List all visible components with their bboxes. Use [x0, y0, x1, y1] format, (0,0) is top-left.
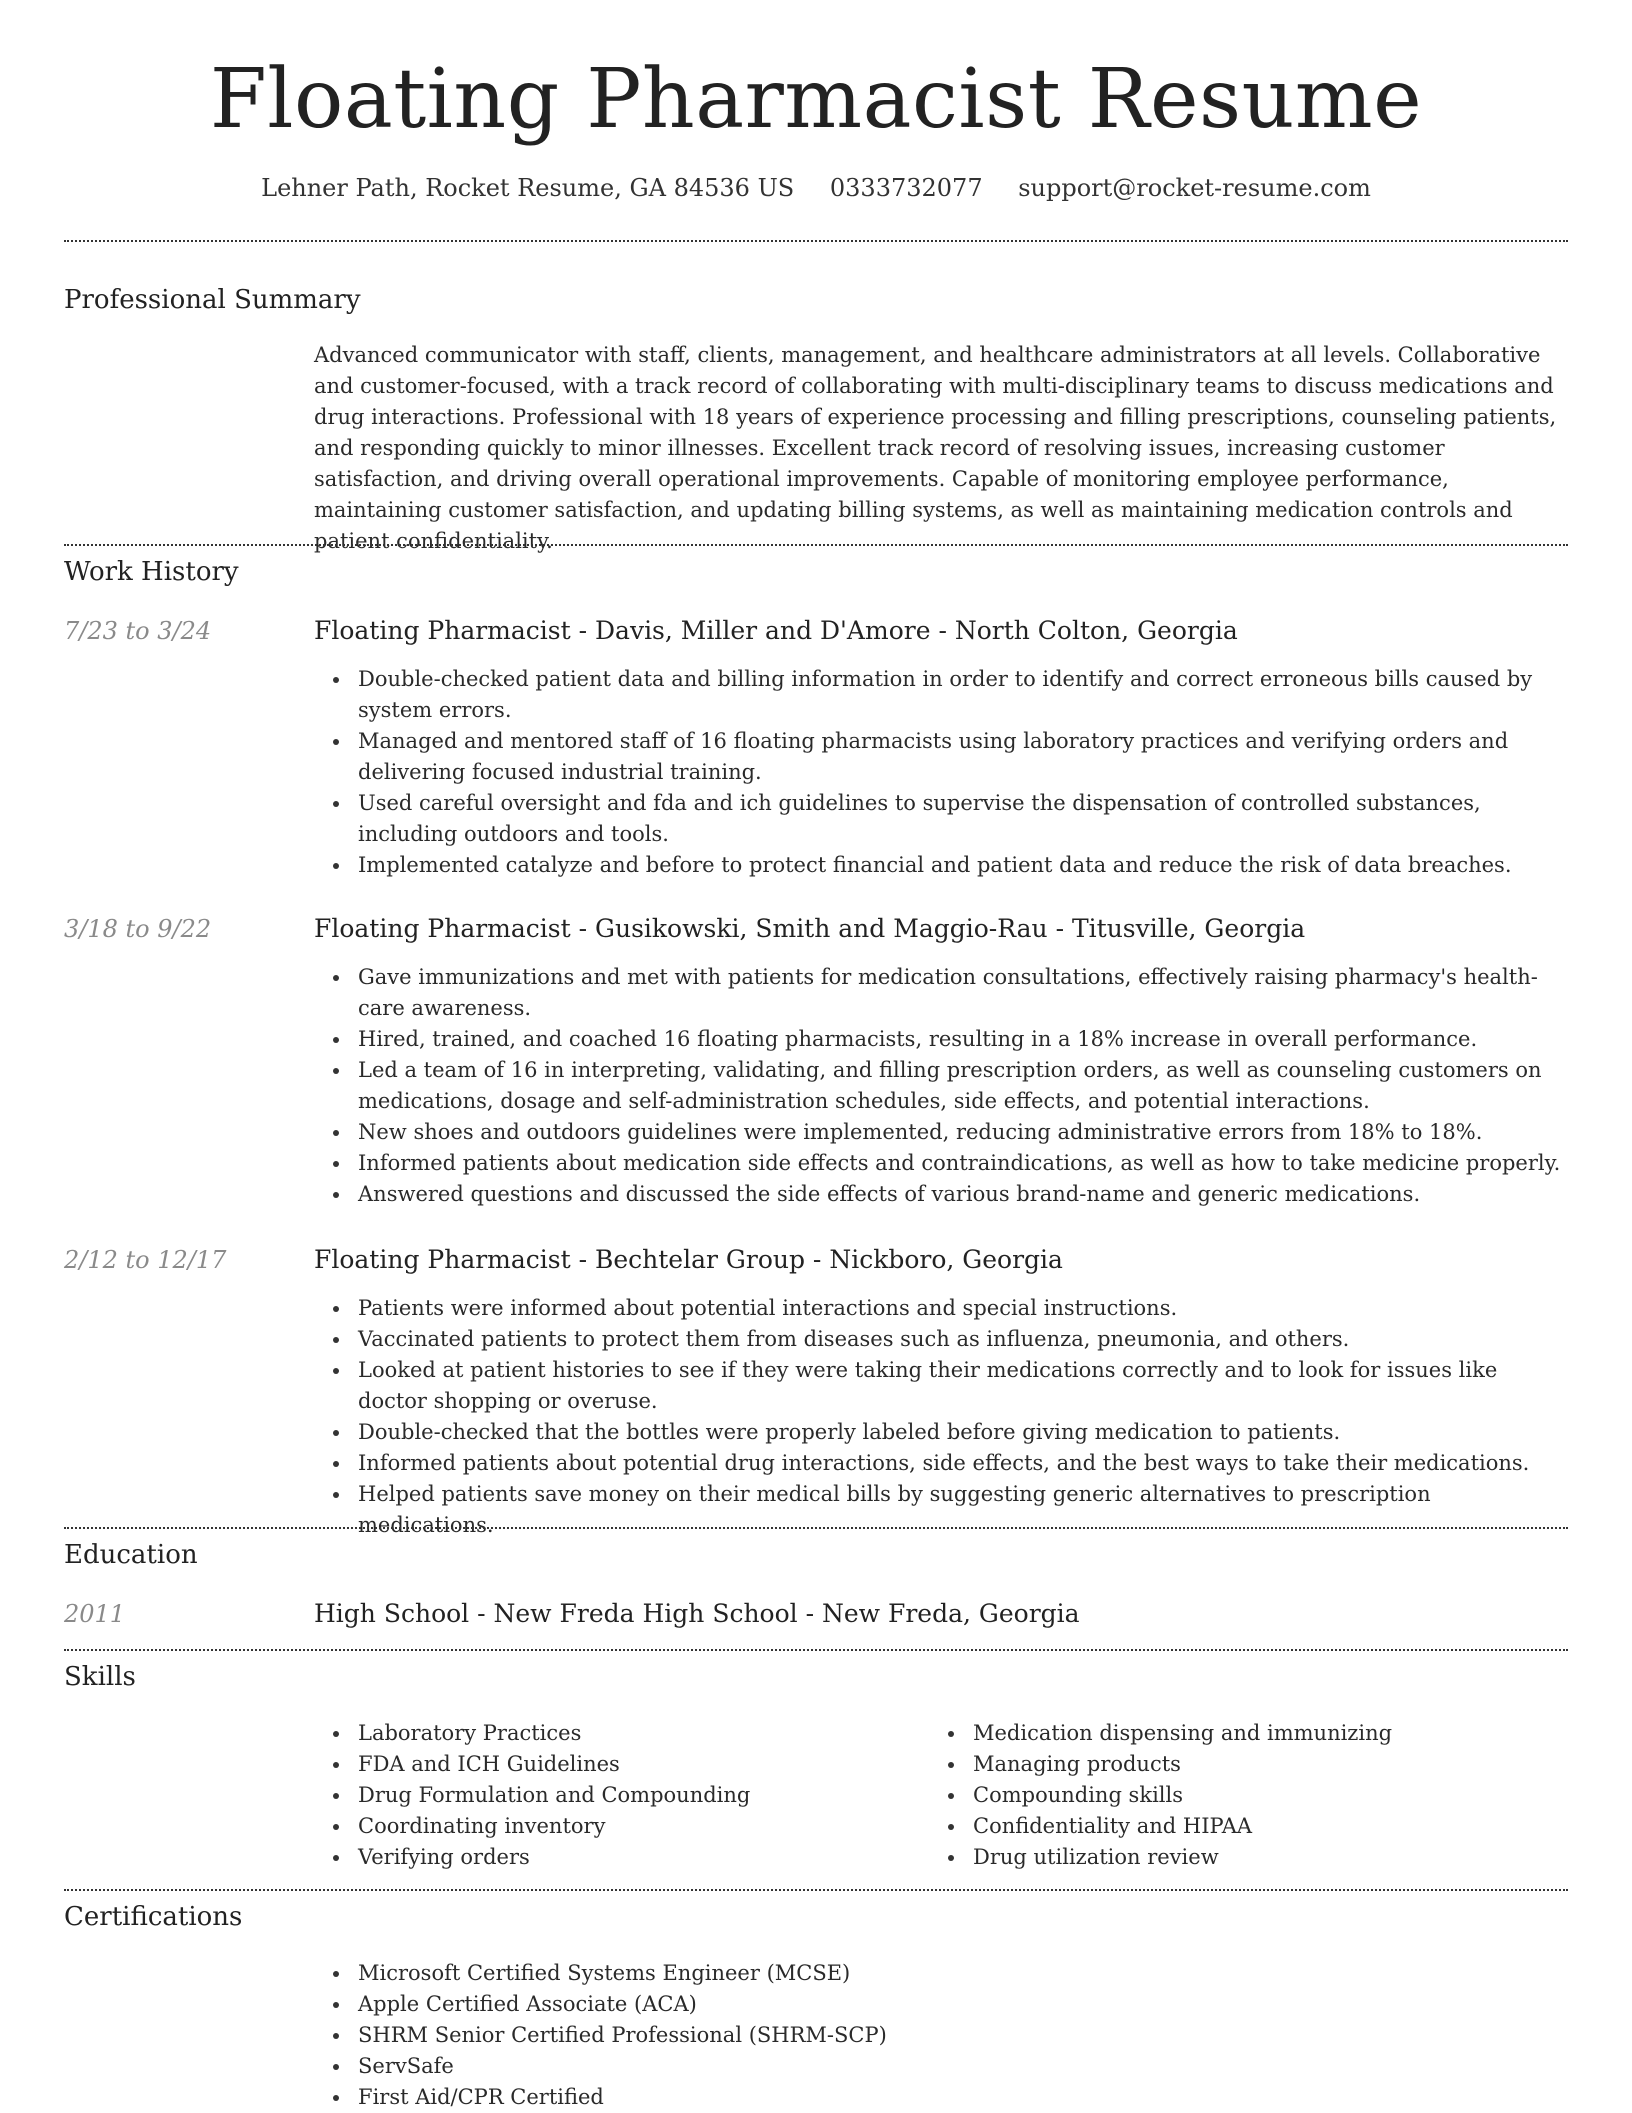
skill-item: Managing products — [973, 1749, 1529, 1780]
section-divider — [64, 1889, 1568, 1891]
job-title: Floating Pharmacist - Gusikowski, Smith and Maggio-Rau - Titusville, Georgia — [314, 914, 1306, 943]
skill-item: FDA and ICH Guidelines — [358, 1749, 914, 1780]
list-item: Double-checked that the bottles were properly labeled before giving medication to patients. — [358, 1417, 1568, 1448]
list-item: Looked at patient histories to see if they were taking their medications correctly and to look for issues like doctor shopping or overuse. — [358, 1355, 1568, 1417]
job-bullets — [314, 962, 1568, 1210]
list-item: Gave immunizations and met with patients for medication consultations, effectively raising pharmacy's health-care awareness. — [358, 962, 1568, 1024]
job-dates: 7/23 to 3/24 — [64, 617, 212, 645]
certifications-list — [314, 1958, 1568, 2113]
job-title: Floating Pharmacist - Davis, Miller and D'Amore - North Colton, Georgia — [314, 616, 1238, 645]
skill-item: Confidentiality and HIPAA — [973, 1811, 1529, 1842]
certification-item: Apple Certified Associate (ACA) — [358, 1989, 1568, 2020]
skill-item: Drug utilization review — [973, 1842, 1529, 1873]
list-item: Hired, trained, and coached 16 floating pharmacists, resulting in a 18% increase in overall performance. — [358, 1024, 1568, 1055]
skill-item: Drug Formulation and Compounding — [358, 1780, 914, 1811]
list-item: Used careful oversight and fda and ich guidelines to supervise the dispensation of controlled substances, including outdoors and tools. — [358, 788, 1568, 850]
certification-item: Microsoft Certified Systems Engineer (MCSE) — [358, 1958, 1568, 1989]
certifications-heading: Certifications — [64, 1902, 243, 1932]
skill-item: Verifying orders — [358, 1842, 914, 1873]
contact-address: Lehner Path, Rocket Resume, GA 84536 US — [261, 174, 795, 202]
list-item: Double-checked patient data and billing information in order to identify and correct erroneous bills caused by system errors. — [358, 664, 1568, 726]
skill-item: Medication dispensing and immunizing — [973, 1718, 1529, 1749]
skills-column-right — [929, 1718, 1529, 1873]
job-bullets — [314, 664, 1568, 881]
list-item: New shoes and outdoors guidelines were implemented, reducing administrative errors from 18% to 18%. — [358, 1117, 1568, 1148]
education-heading: Education — [64, 1540, 198, 1570]
skills-column-left — [314, 1718, 914, 1873]
section-divider — [64, 1527, 1568, 1529]
resume-title: Floating Pharmacist Resume — [209, 52, 1423, 147]
contact-line — [0, 170, 1632, 206]
section-divider — [64, 240, 1568, 242]
summary-heading: Professional Summary — [64, 285, 361, 315]
list-item: Informed patients about potential drug interactions, side effects, and the best ways to take their medications. — [358, 1448, 1568, 1479]
skill-item: Coordinating inventory — [358, 1811, 914, 1842]
list-item: Patients were informed about potential interactions and special instructions. — [358, 1293, 1568, 1324]
contact-email: support@rocket-resume.com — [1018, 174, 1371, 202]
list-item: Managed and mentored staff of 16 floating pharmacists using laboratory practices and verifying orders and delivering focused industrial training. — [358, 726, 1568, 788]
list-item: Implemented catalyze and before to protect financial and patient data and reduce the risk of data breaches. — [358, 850, 1568, 881]
summary-text: Advanced communicator with staff, clients, management, and healthcare administrators at all levels. Collaborative and customer-focused, with a track record of collaborating with multi-disciplinary teams to discuss medications and drug interactions. Professional with 18 years of experience processing and filling prescriptions, counseling patients, and responding quickly to minor illnesses. Excellent track record of resolving issues, increasing customer satisfaction, and driving overall operational improvements. Capable of monitoring employee performance, maintaining customer satisfaction, and updating billing systems, as well as maintaining medication controls and patient confidentiality. — [314, 343, 1557, 553]
job-dates: 3/18 to 9/22 — [64, 915, 212, 943]
skills-heading: Skills — [64, 1662, 136, 1692]
section-divider — [64, 544, 1568, 546]
list-item: Vaccinated patients to protect them from diseases such as influenza, pneumonia, and others. — [358, 1324, 1568, 1355]
list-item: Helped patients save money on their medical bills by suggesting generic alternatives to prescription medications. — [358, 1479, 1568, 1541]
education-year: 2011 — [64, 1600, 126, 1628]
job-dates: 2/12 to 12/17 — [64, 1246, 227, 1274]
job-bullets — [314, 1293, 1568, 1541]
contact-phone: 0333732077 — [829, 174, 983, 202]
section-divider — [64, 1649, 1568, 1651]
skill-item: Compounding skills — [973, 1780, 1529, 1811]
certification-item: ServSafe — [358, 2051, 1568, 2082]
work-history-heading: Work History — [64, 557, 239, 587]
certification-item: SHRM Senior Certified Professional (SHRM-SCP) — [358, 2020, 1568, 2051]
certification-item: First Aid/CPR Certified — [358, 2082, 1568, 2113]
list-item: Led a team of 16 in interpreting, validating, and filling prescription orders, as well as counseling customers on medications, dosage and self-administration schedules, side effects, and potential interactions. — [358, 1055, 1568, 1117]
job-title: Floating Pharmacist - Bechtelar Group - Nickboro, Georgia — [314, 1245, 1063, 1274]
skill-item: Laboratory Practices — [358, 1718, 914, 1749]
list-item: Informed patients about medication side effects and contraindications, as well as how to take medicine properly. — [358, 1148, 1568, 1179]
education-entry: High School - New Freda High School - New Freda, Georgia — [314, 1599, 1080, 1628]
list-item: Answered questions and discussed the side effects of various brand-name and generic medications. — [358, 1179, 1568, 1210]
